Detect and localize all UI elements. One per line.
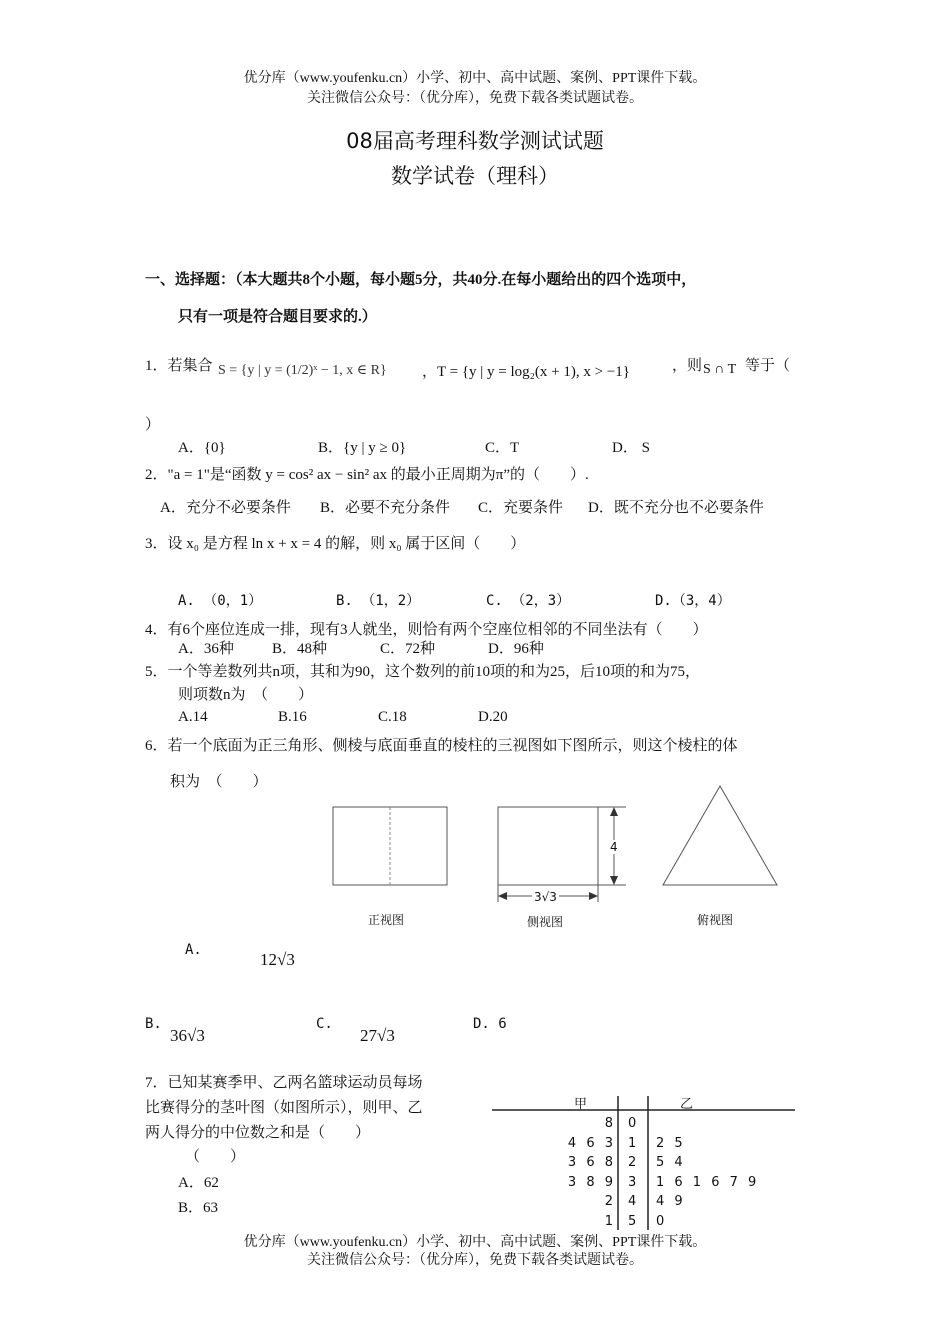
stem-leaf-left-leaves: 2 — [604, 1194, 613, 1209]
q6-line2: 积为 （ ） — [170, 774, 268, 790]
section-heading-line1: 一、选择题：（本大题共8个小题，每小题5分，共40分.在每小题给出的四个选项中， — [145, 272, 697, 288]
q7-line3: 两人得分的中位数之和是（ ） — [145, 1125, 371, 1141]
q1-tail: 等于（ — [745, 358, 791, 374]
q4-text: 4．有6个座位连成一排，现有3人就坐，则恰有两个空座位相邻的不同坐法有（ ） — [145, 622, 708, 638]
stem-leaf-left-leaves: 4 6 3 — [567, 1135, 613, 1151]
site-header-line1: 优分库（www.youfenku.cn）小学、初中、高中试题、案例、PPT课件下载。 — [243, 71, 707, 86]
q5-option-d: D.20 — [478, 709, 508, 725]
side-view-height-label: 4 — [610, 840, 618, 854]
stem-leaf-left-leaves: 3 6 8 — [567, 1155, 613, 1170]
stem-leaf-stem: 4 — [628, 1194, 637, 1209]
q3-text: 3．设 x₀ 是方程 ln x + x = 4 的解，则 x₀ 属于区间（ ） — [145, 536, 526, 552]
q5-line2: 则项数n为 （ ） — [178, 687, 314, 703]
stem-leaf-stem: 0 — [628, 1116, 637, 1131]
q3-option-d: D.（3，4） — [655, 593, 731, 609]
q1-set-s: S = {y | y = (1/2)ˣ − 1, x ∈ R} — [218, 363, 387, 378]
q5-line1: 5．一个等差数列共n项，其和为90，这个数列的前10项的和为25，后10项的和为75， — [145, 664, 701, 680]
q1-prefix: 1．若集合 — [145, 358, 213, 374]
q2-option-c: C．充要条件 — [478, 500, 564, 516]
stem-leaf-right-leaves: 5 4 — [656, 1155, 683, 1170]
side-dim-arrow-right — [589, 892, 598, 900]
q6-option-d: D. 6 — [473, 1016, 507, 1032]
q1-intersection: S ∩ T — [703, 362, 737, 377]
stem-leaf-stem: 1 — [628, 1135, 637, 1151]
q4-option-b: B．48种 — [272, 641, 328, 657]
stem-leaf-stem: 3 — [628, 1174, 637, 1190]
top-view-label: 俯视图 — [697, 913, 734, 927]
q1-set-t: ，T = {y | y = log₂(x + 1), x > −1} — [422, 364, 630, 380]
stem-leaf-left-leaves: 8 — [604, 1116, 613, 1131]
stem-leaf-left-leaves: 1 — [604, 1213, 613, 1229]
stem-leaf-left-leaves: 3 8 9 — [567, 1174, 613, 1190]
q1-option-d: D． S — [612, 440, 650, 456]
q6-option-a-label: A. — [185, 942, 202, 958]
stem-leaf-right-leaves: 4 9 — [656, 1194, 683, 1209]
stem-leaf-stem: 2 — [628, 1155, 637, 1170]
stem-leaf-stem: 5 — [628, 1213, 637, 1229]
site-footer-line1: 优分库（www.youfenku.cn）小学、初中、高中试题、案例、PPT课件下载。 — [243, 1235, 707, 1250]
stem-leaf-right-leaves: 1 6 1 6 7 9 — [656, 1174, 757, 1190]
q4-option-a: A．36种 — [178, 641, 234, 657]
site-header-line2: 关注微信公众号：（优分库），免费下载各类试题试卷。 — [307, 91, 643, 106]
page-title: 08届高考理科数学测试试题 — [346, 129, 604, 153]
page-subtitle: 数学试卷（理科） — [391, 164, 559, 188]
section-heading-line2: 只有一项是符合题目要求的.） — [178, 309, 377, 325]
side-view-rect — [498, 807, 598, 885]
q1-option-c: C．T — [485, 440, 520, 456]
q5-option-c: C.18 — [378, 709, 407, 725]
q1-option-b: B．{y | y ≥ 0} — [318, 440, 407, 456]
q3-option-a: A. （0，1） — [178, 593, 263, 609]
q4-option-c: C．72种 — [380, 641, 436, 657]
q2-option-b: B．必要不充分条件 — [320, 500, 451, 516]
q7-line2: 比赛得分的茎叶图（如图所示），则甲、乙 — [145, 1100, 423, 1116]
q6-option-b-label: B. — [145, 1016, 162, 1032]
top-view-triangle — [663, 786, 777, 885]
stem-leaf-plot — [490, 1090, 800, 1235]
side-dim-arrow-down — [610, 876, 618, 885]
q7-option-a: A．62 — [178, 1175, 219, 1191]
q6-line1: 6．若一个底面为正三角形、侧棱与底面垂直的棱柱的三视图如下图所示，则这个棱柱的体 — [145, 738, 738, 754]
q1-option-a: A．{0} — [178, 440, 226, 456]
q5-option-b: B.16 — [278, 709, 307, 725]
side-dim-arrow-left — [498, 892, 507, 900]
side-view-label: 侧视图 — [527, 915, 564, 929]
q2-option-a: A．充分不必要条件 — [160, 500, 291, 516]
q7-line1: 7．已知某赛季甲、乙两名篮球运动员每场 — [145, 1075, 423, 1091]
q3-option-c: C. （2，3） — [486, 593, 571, 609]
q6-option-b: 36√3 — [170, 1026, 205, 1045]
side-dim-arrow-up — [610, 807, 618, 816]
q2-text: 2．"a = 1"是“函数 y = cos² ax − sin² ax 的最小正周期为π”的（ ）. — [145, 467, 589, 483]
q3-option-b: B. （1，2） — [336, 593, 421, 609]
stem-leaf-left-title: 甲 — [574, 1097, 588, 1112]
q6-option-c-label: C. — [316, 1016, 333, 1032]
side-view-width-label: 3√3 — [534, 890, 557, 904]
stem-leaf-right-leaves: 0 — [656, 1213, 665, 1229]
q7-option-b: B．63 — [178, 1200, 219, 1216]
q4-option-d: D．96种 — [488, 641, 544, 657]
q1-close: ） — [145, 417, 161, 433]
q1-then: ，则 — [672, 358, 703, 374]
q6-option-a: 12√3 — [260, 950, 295, 969]
q6-option-c: 27√3 — [360, 1026, 395, 1045]
q2-option-d: D．既不充分也不必要条件 — [588, 500, 764, 516]
q5-option-a: A.14 — [178, 709, 208, 725]
site-footer-line2: 关注微信公众号：（优分库），免费下载各类试题试卷。 — [307, 1253, 643, 1268]
stem-leaf-right-leaves: 2 5 — [656, 1135, 683, 1151]
q7-line4: （ ） — [185, 1149, 246, 1165]
stem-leaf-right-title: 乙 — [680, 1097, 694, 1112]
front-view-label: 正视图 — [368, 913, 405, 927]
